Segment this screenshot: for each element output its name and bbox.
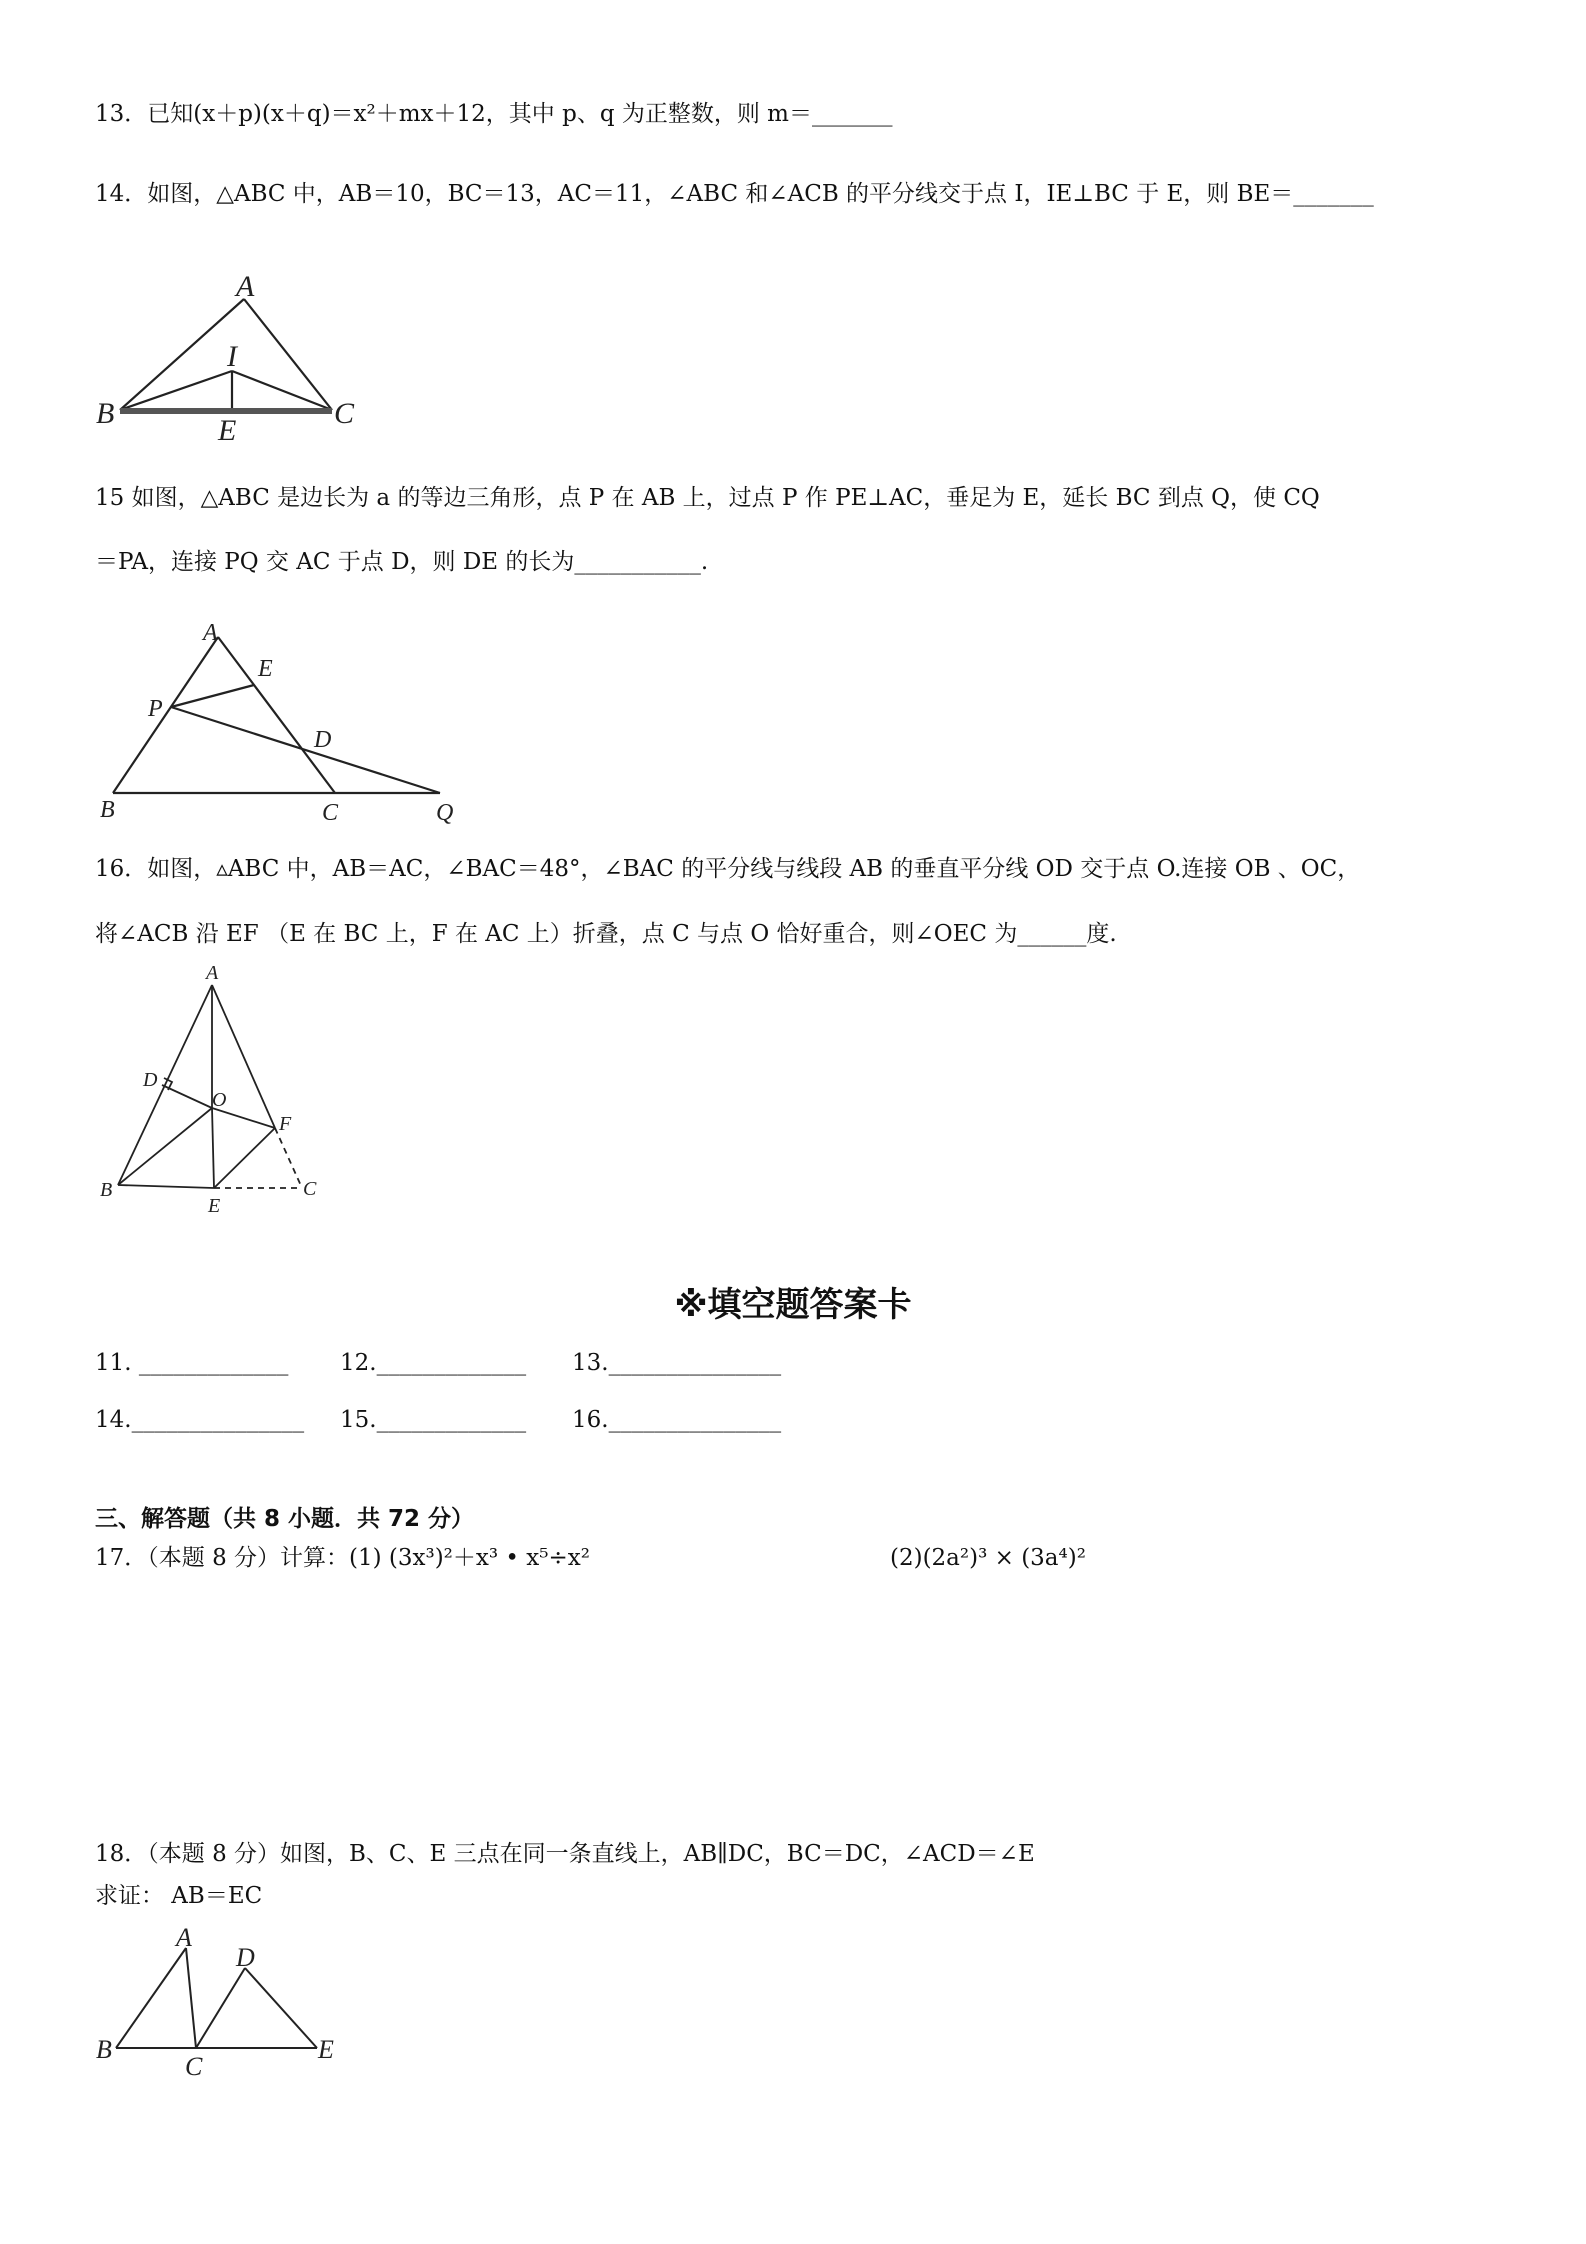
question-13: 13．已知(x＋p)(x＋q)＝x²＋mx＋12，其中 p、q 为正整数，则 m＝_______ <box>95 101 893 127</box>
question-17-part2: (2)(2a²)³ × (3a⁴)² <box>890 1545 1086 1571</box>
fig18-label-D: D <box>236 1943 255 1972</box>
answer-blank-13[interactable]: 13._______________ <box>572 1350 782 1376</box>
question-18-line1: 18．（本题 8 分）如图，B、C、E 三点在同一条直线上，AB∥DC，BC＝DC，∠ACD＝∠E <box>95 1841 1035 1867</box>
fig15-label-C: C <box>322 800 339 826</box>
question-15-line2: ＝PA，连接 PQ 交 AC 于点 D，则 DE 的长为___________. <box>95 549 709 575</box>
question-18-line2: 求证： AB＝EC <box>95 1883 263 1909</box>
fig16-label-A: A <box>206 962 219 984</box>
question-14: 14．如图，△ABC 中，AB＝10，BC＝13，AC＝11，∠ABC 和∠ACB 的平分线交于点 I，IE⊥BC 于 E，则 BE＝_______ <box>95 181 1374 207</box>
answer-blank-11[interactable]: 11. _____________ <box>95 1350 289 1376</box>
fig15-label-E: E <box>258 656 273 682</box>
fig14-label-E: E <box>218 414 237 447</box>
fig16-label-O: O <box>212 1089 227 1111</box>
fig15-label-P: P <box>148 696 163 722</box>
question-16-line2: 将∠ACB 沿 EF （E 在 BC 上，F 在 AC 上）折叠，点 C 与点 O 恰好重合，则∠OEC 为______度. <box>95 921 1117 947</box>
question-17-part1: 17．（本题 8 分）计算：(1) (3x³)²＋x³ • x⁵÷x² <box>95 1545 590 1571</box>
answer-blank-14[interactable]: 14._______________ <box>95 1407 305 1433</box>
fig16-label-F: F <box>279 1113 292 1135</box>
answer-blank-16[interactable]: 16._______________ <box>572 1407 782 1433</box>
fig14-label-I: I <box>227 340 237 373</box>
answer-blank-12[interactable]: 12._____________ <box>340 1350 527 1376</box>
fig18-label-B: B <box>96 2035 112 2064</box>
fig18-label-E: E <box>318 2035 334 2064</box>
fig15-label-A: A <box>203 620 218 646</box>
fig15-label-Q: Q <box>436 800 454 826</box>
fig18-label-A: A <box>176 1923 192 1952</box>
fig14-label-C: C <box>334 397 355 430</box>
question-16-line1: 16．如图，▵ABC 中，AB＝AC，∠BAC＝48°，∠BAC 的平分线与线段 AB 的垂直平分线 OD 交于点 O.连接 OB 、OC， <box>95 856 1361 882</box>
fig18-label-C: C <box>185 2052 203 2081</box>
fig15-label-B: B <box>100 797 115 823</box>
fig16-label-C: C <box>303 1178 317 1200</box>
fig16-label-D: D <box>143 1069 158 1091</box>
answer-card-title: ※填空题答案卡 <box>674 1285 912 1325</box>
fig16-label-E: E <box>208 1195 221 1217</box>
fig16-label-B: B <box>100 1179 113 1201</box>
fig14-label-B: B <box>96 397 115 430</box>
fig15-label-D: D <box>314 727 332 753</box>
section-3-heading: 三、解答题（共 8 小题．共 72 分） <box>95 1506 475 1532</box>
question-15-line1: 15 如图，△ABC 是边长为 a 的等边三角形，点 P 在 AB 上，过点 P 作 PE⊥AC，垂足为 E，延长 BC 到点 Q，使 CQ <box>95 485 1320 511</box>
fig14-label-A: A <box>236 270 255 303</box>
answer-blank-15[interactable]: 15._____________ <box>340 1407 527 1433</box>
